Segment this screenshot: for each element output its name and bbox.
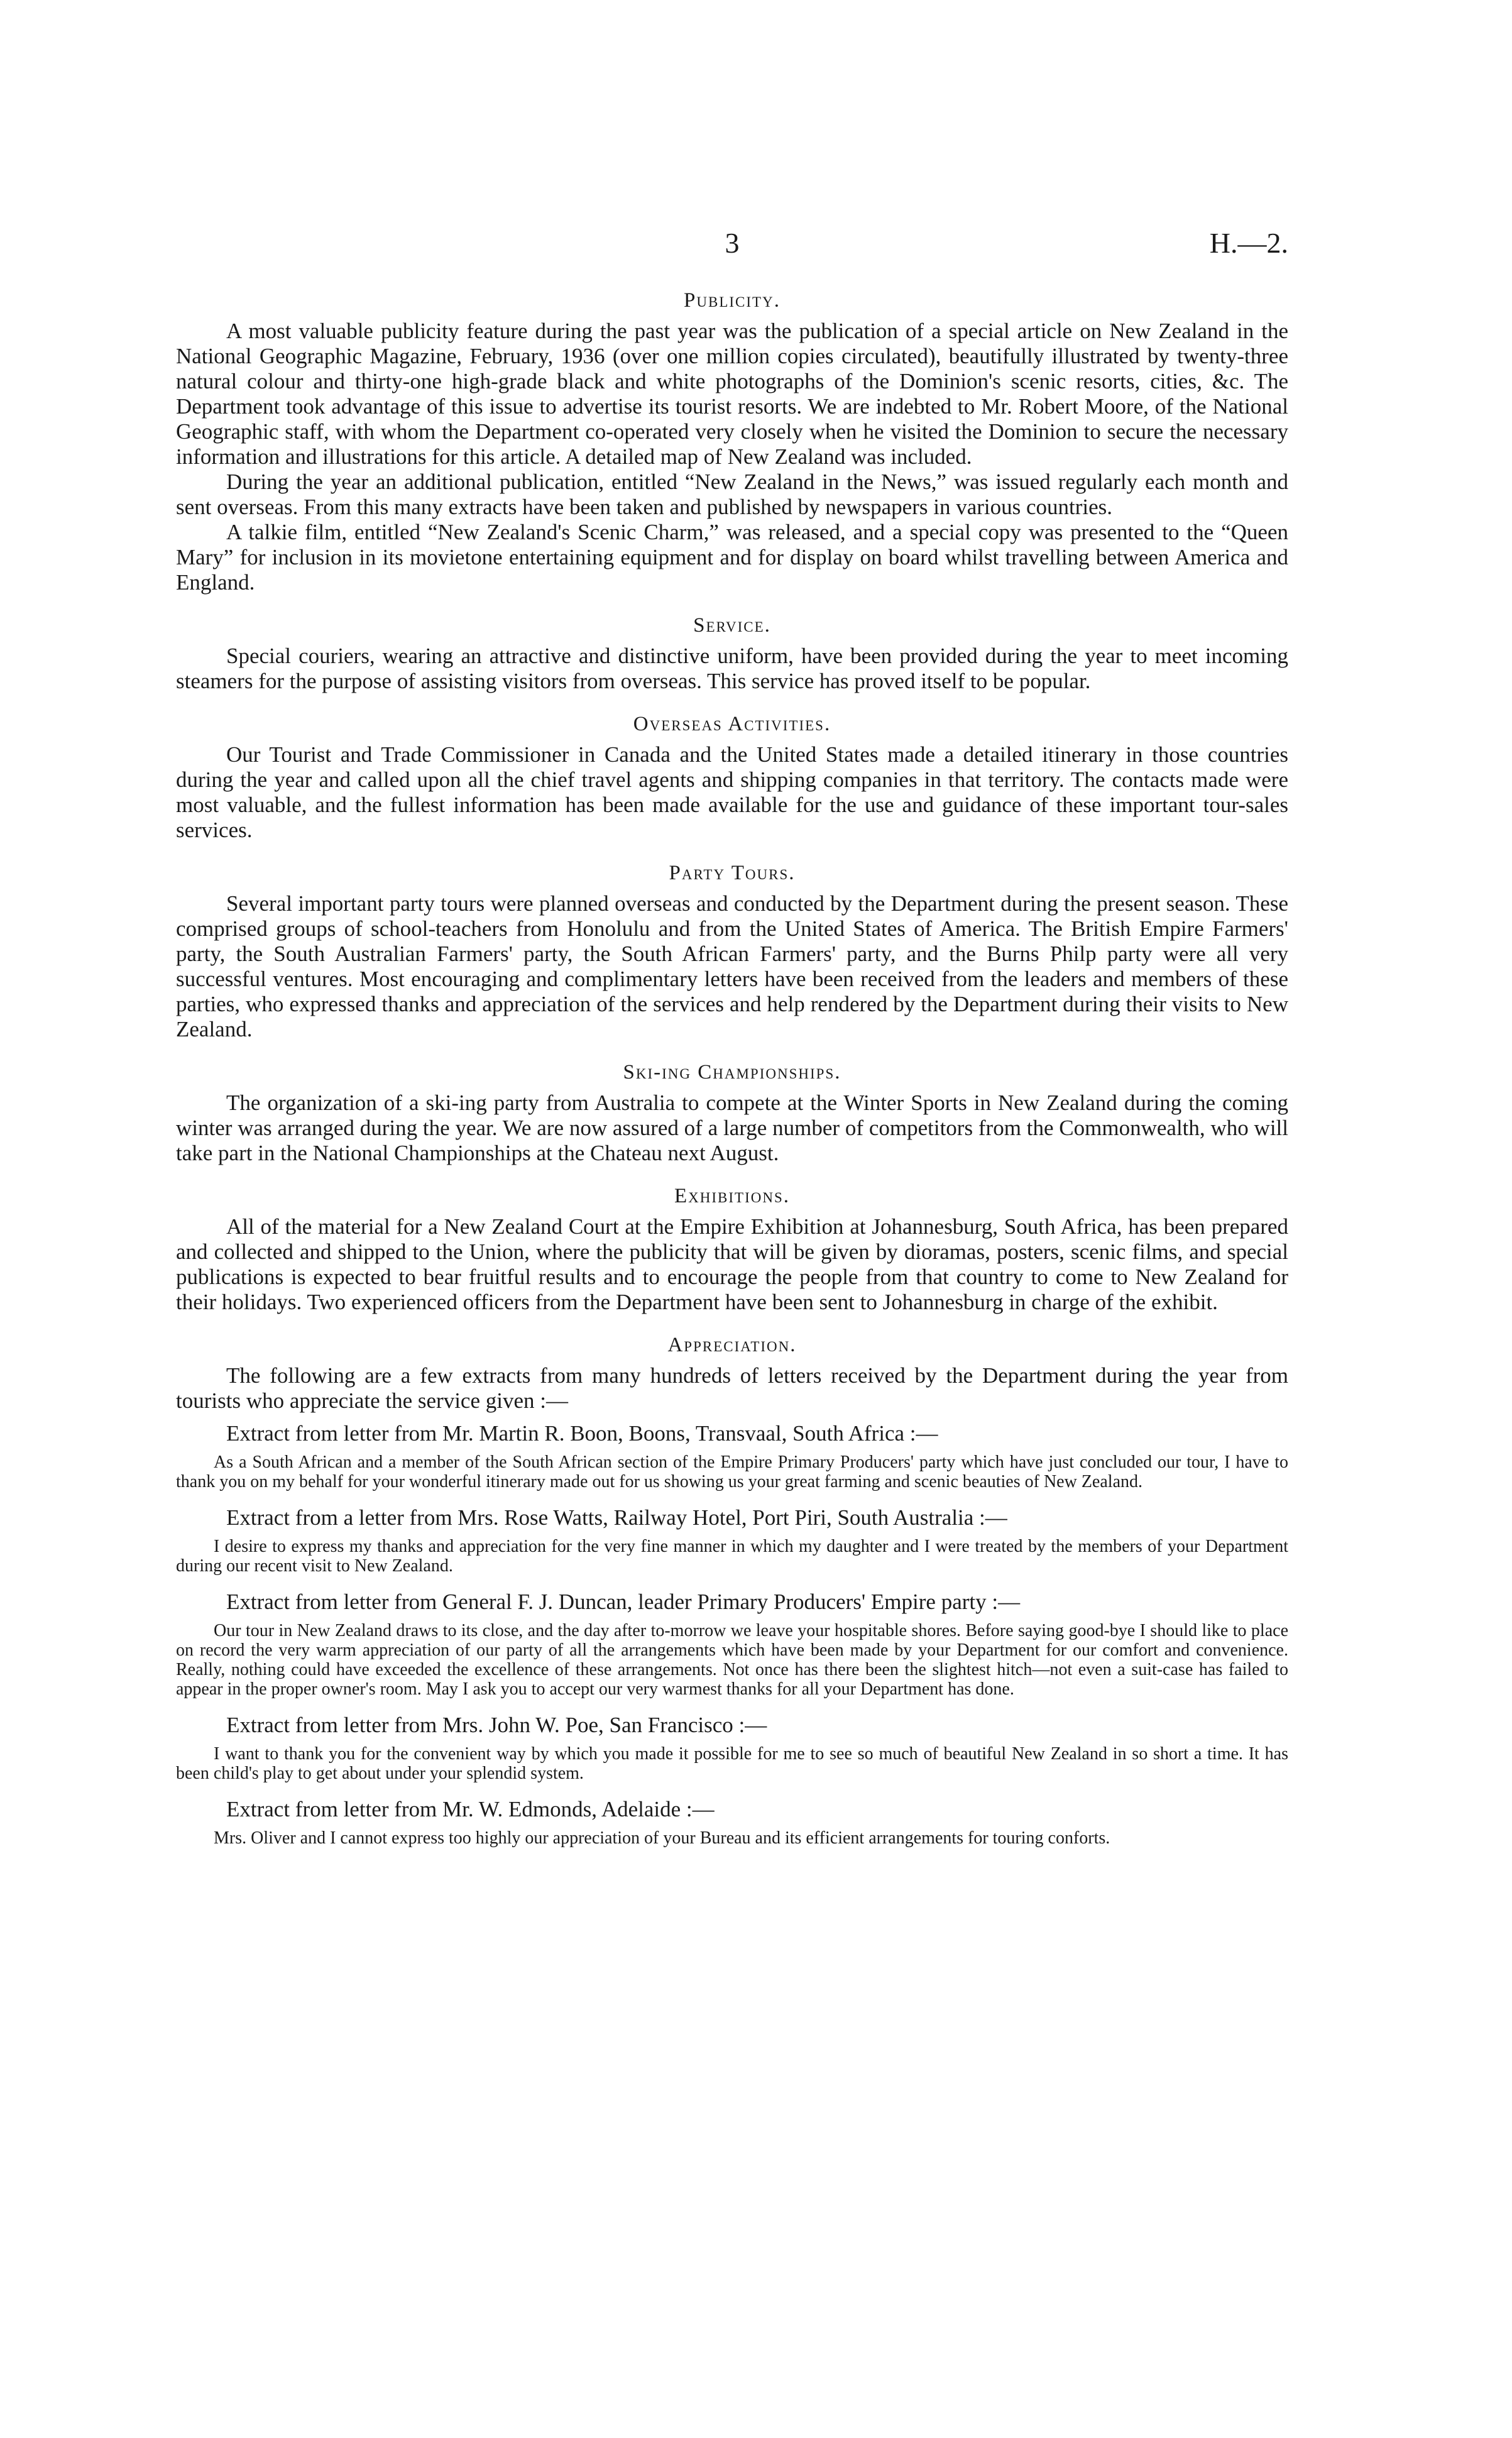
section-heading: Ski-ing Championships. [623, 1061, 841, 1084]
section-heading: Appreciation. [667, 1334, 797, 1356]
paragraph: During the year an additional publication, entitled “New Zealand in the News,” was issued regularly each month and sent overseas. From this many extracts have been taken and published by newspapers in various countries. [176, 469, 1288, 519]
paragraph: The organization of a ski-ing party from Australia to compete at the Winter Sports in New Zealand during the coming winter was arranged during the year. We are now assured of a large number of competitors from the Commonwealth, who will take part in the National Championships at the Chateau next August. [176, 1090, 1288, 1165]
document-page [176, 226, 1288, 1862]
extract-quote: Mrs. Oliver and I cannot express too highly our appreciation of your Bureau and its efficient arrangements for touring conforts. [214, 1828, 1110, 1848]
section-heading: Party Tours. [669, 862, 796, 884]
extract-title: Extract from a letter from Mrs. Rose Watts, Railway Hotel, Port Piri, South Australia :— [226, 1505, 1007, 1530]
appreciation-intro: The following are a few extracts from many hundreds of letters received by the Department during the year from tourists who appreciate the service given :— [176, 1363, 1288, 1413]
paragraph: Special couriers, wearing an attractive and distinctive uniform, have been provided during the year to meet incoming steamers for the purpose of assisting visitors from overseas. This service has proved itself to be popular. [176, 644, 1288, 693]
section-publicity [176, 289, 1288, 595]
paragraph: A most valuable publicity feature during the past year was the publication of a special article on New Zealand in the National Geographic Magazine, February, 1936 (over one million copies circulated), beautifully illustrated by twenty-three natural colour and thirty-one high-grade black and white photographs of the Dominion's scenic resorts, cities, &c. The Department took advantage of this issue to advertise its tourist resorts. We are indebted to Mr. Robert Moore, of the National Geographic staff, with whom the Department co-operated very closely when he visited the Dominion to secure the necessary information and illustrations for this article. A detailed map of New Zealand was included. [176, 319, 1288, 469]
extract-title: Extract from letter from Mr. W. Edmonds, Adelaide :— [226, 1797, 715, 1821]
extract-quote: Our tour in New Zealand draws to its close, and the day after to-morrow we leave your hospitable shores. Before saying good-bye I should like to place on record the very warm appreciation of our party of all the arrangements which have been made by your Department for our comfort and convenience. Really, nothing could have exceeded the excellence of these arrangements. Not once has there been the slightest hitch—not even a suit-case has failed to appear in the proper owner's room. May I ask you to accept our very warmest thanks for all your Department has done. [176, 1621, 1288, 1699]
section-service [176, 614, 1288, 694]
paragraph: Several important party tours were planned overseas and conducted by the Department during the present season. These comprised groups of school-teachers from Honolulu and from the United States of America. The British Empire Farmers' party, the South Australian Farmers' party, the South African Farmers' party, and the Burns Philp party were all very successful ventures. Most encouraging and complimentary letters have been received from the leaders and members of these parties, who expressed thanks and appreciation of the services and help rendered by the Department during their visits to New Zealand. [176, 891, 1288, 1041]
section-appreciation [176, 1334, 1288, 1848]
section-skiing-championships [176, 1061, 1288, 1166]
paragraph: A talkie film, entitled “New Zealand's Scenic Charm,” was released, and a special copy was presented to the “Queen Mary” for inclusion in its movietone entertaining equipment and for display on board whilst travelling between America and England. [176, 520, 1288, 595]
extract-quote: I want to thank you for the convenient way by which you made it possible for me to see so much of beautiful New Zealand in so short a time. It has been child's play to get about under your splendid system. [176, 1744, 1288, 1783]
section-overseas-activities [176, 713, 1288, 843]
extract-quote: I desire to express my thanks and appreciation for the very fine manner in which my daughter and I were treated by the members of your Department during our recent visit to New Zealand. [176, 1537, 1288, 1576]
section-heading: Overseas Activities. [633, 713, 831, 735]
extract-title: Extract from letter from General F. J. Duncan, leader Primary Producers' Empire party :— [226, 1590, 1021, 1614]
section-heading: Exhibitions. [674, 1185, 790, 1207]
page-header [176, 226, 1288, 270]
extract-title: Extract from letter from Mr. Martin R. Boon, Boons, Transvaal, South Africa :— [226, 1421, 938, 1446]
page-number: 3 [725, 227, 740, 259]
section-exhibitions [176, 1185, 1288, 1315]
extract-title: Extract from letter from Mrs. John W. Poe, San Francisco :— [226, 1713, 767, 1737]
section-heading: Service. [693, 614, 771, 637]
section-heading: Publicity. [684, 289, 781, 312]
document-reference: H.—2. [1209, 227, 1288, 259]
section-party-tours [176, 862, 1288, 1042]
paragraph: Our Tourist and Trade Commissioner in Canada and the United States made a detailed itinerary in those countries during the year and called upon all the chief travel agents and shipping companies in that territory. The contacts made were most valuable, and the fullest information has been made available for the use and guidance of these important tour-sales services. [176, 742, 1288, 842]
extract-quote: As a South African and a member of the South African section of the Empire Primary Producers' party which have just concluded our tour, I have to thank you on my behalf for your wonderful itinerary made out for us showing us your great farming and scenic beauties of New Zealand. [176, 1452, 1288, 1491]
paragraph: All of the material for a New Zealand Court at the Empire Exhibition at Johannesburg, South Africa, has been prepared and collected and shipped to the Union, where the publicity that will be given by dioramas, posters, scenic films, and special publications is expected to bear fruitful results and to encourage the people from that country to come to New Zealand for their holidays. Two experienced officers from the Department have been sent to Johannesburg in charge of the exhibit. [176, 1214, 1288, 1314]
